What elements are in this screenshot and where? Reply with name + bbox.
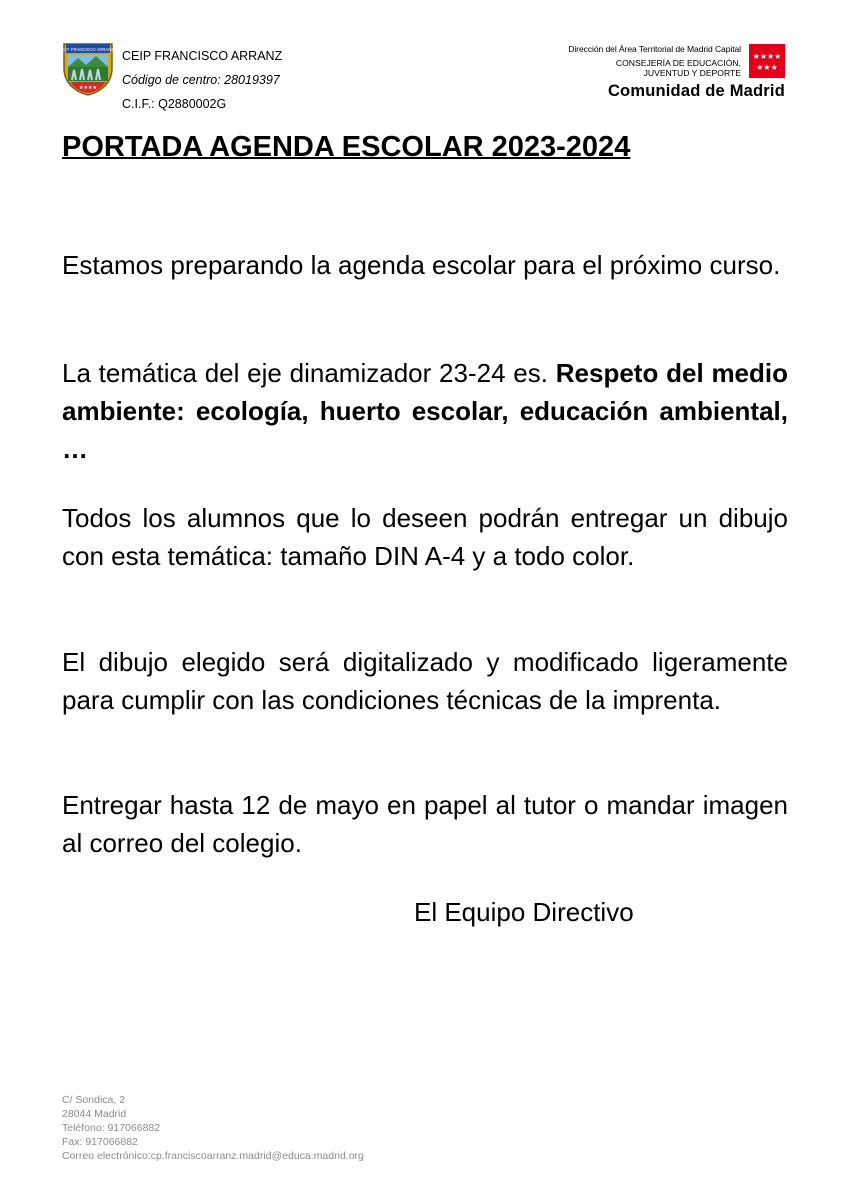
cm-name: Comunidad de Madrid: [607, 82, 785, 100]
madrid-flag-icon: [749, 44, 785, 78]
paragraph-theme: [62, 354, 788, 468]
cm-direccion: Dirección del Área Territorial de Madrid Capital: [568, 44, 741, 54]
svg-text:★★★: ★★★: [756, 63, 778, 72]
cm-consejeria-line1: CONSEJERÍA DE EDUCACIÓN,: [615, 58, 741, 68]
footer-email: Correo electrónico:cp.franciscoarranz.madrid@educa.madrid.org: [62, 1150, 364, 1162]
footer-address: C/ Sondica, 2: [62, 1094, 126, 1106]
footer-city: 28044 Madrid: [62, 1108, 127, 1120]
footer-fax: Fax: 917066882: [62, 1136, 138, 1148]
paragraph-deadline: Entregar hasta 12 de mayo en papel al tutor o mandar imagen al correo del colegio.: [62, 790, 788, 858]
signature: El Equipo Directivo: [414, 897, 634, 927]
comunidad-madrid-header: [545, 44, 785, 101]
school-info: [122, 44, 282, 116]
logo-text: C.P. FRANCISCO ARRANZ: [62, 47, 114, 52]
svg-text:★★★★: ★★★★: [79, 85, 97, 91]
school-logo: [60, 38, 116, 96]
footer-contact: [62, 1093, 364, 1163]
theme-bold-text: Respeto del medio ambiente: ecología, huerto escolar, educación ambiental, …: [62, 358, 789, 464]
theme-intro-text: La temática del eje dinamizador 23-24 es.: [62, 358, 556, 388]
school-code: Código de centro: 28019397: [122, 73, 280, 87]
footer-phone: Teléfono: 917066882: [62, 1122, 161, 1134]
paragraph-intro: Estamos preparando la agenda escolar para el próximo curso.: [62, 250, 781, 280]
cm-consejeria-line2: JUVENTUD Y DEPORTE: [643, 68, 741, 78]
paragraph-drawing: Todos los alumnos que lo deseen podrán entregar un dibujo con esta temática: tamaño DIN A-4 y a todo color.: [62, 503, 788, 571]
document-title: PORTADA AGENDA ESCOLAR 2023-2024: [62, 131, 631, 163]
svg-text:★★★★: ★★★★: [752, 52, 782, 61]
school-name: CEIP FRANCISCO ARRANZ: [122, 49, 283, 63]
school-cif: C.I.F.: Q2880002G: [122, 97, 227, 111]
paragraph-selection: El dibujo elegido será digitalizado y modificado ligeramente para cumplir con las condiciones técnicas de la imprenta.: [62, 647, 788, 715]
